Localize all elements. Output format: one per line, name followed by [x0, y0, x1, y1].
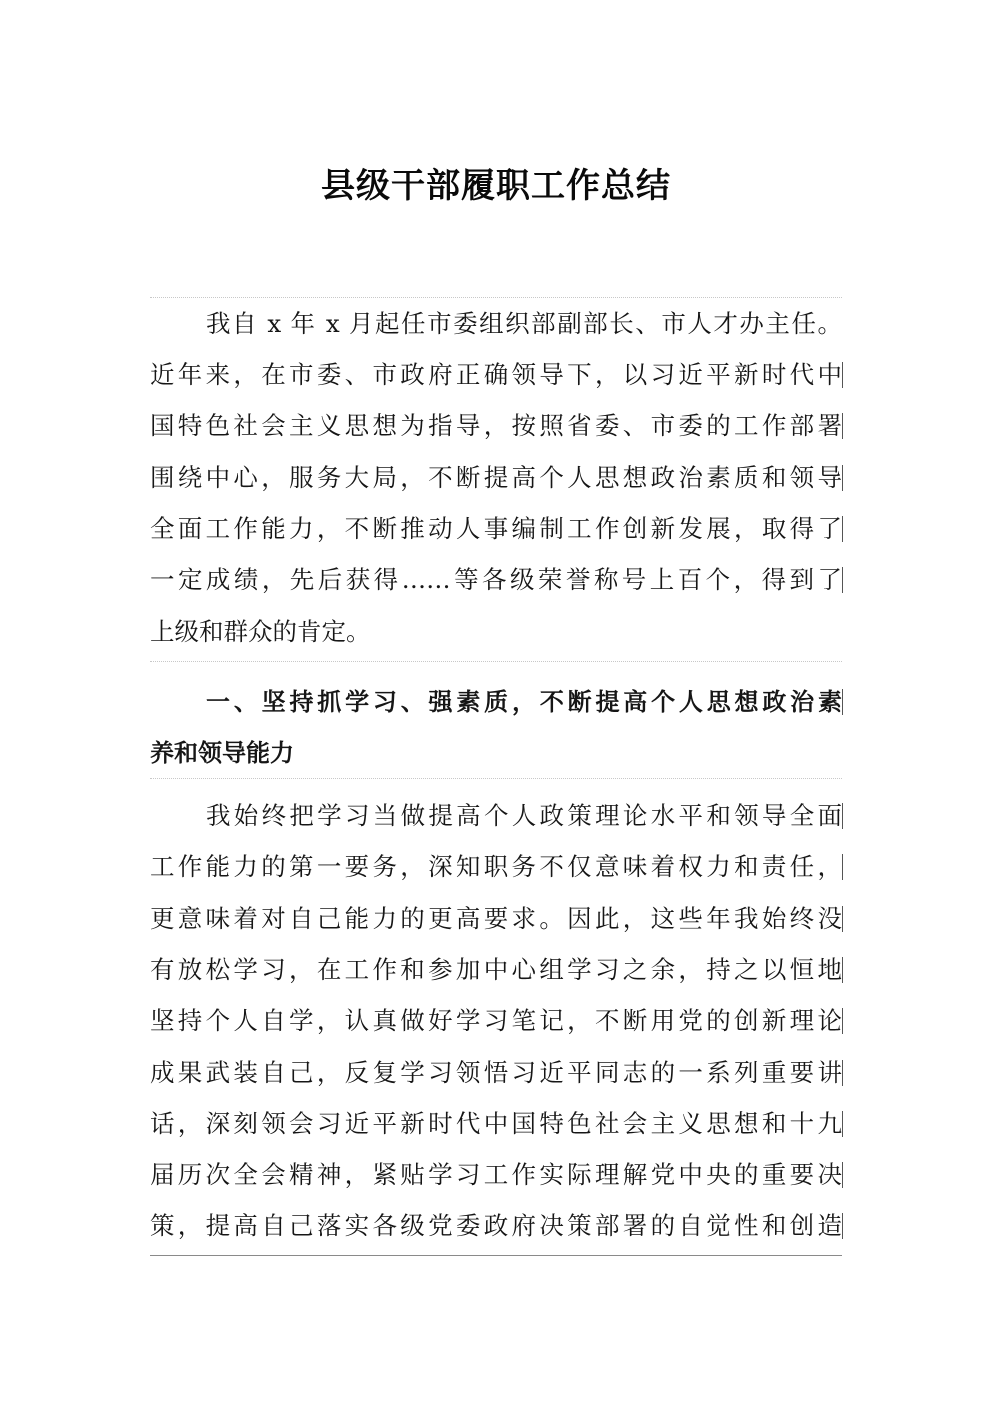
margin-marker — [842, 1008, 843, 1034]
body-line: 话，深刻领会习近平新时代中国特色社会主义思想和十九 — [150, 1109, 842, 1138]
body-line: 届历次全会精神，紧贴学习工作实际理解党中央的重要决 — [150, 1160, 842, 1189]
intro-line: 近年来，在市委、市政府正确领导下，以习近平新时代中 — [150, 360, 842, 389]
page-bottom-rule — [150, 1255, 842, 1256]
body-line: 我始终把学习当做提高个人政策理论水平和领导全面 — [206, 801, 842, 830]
margin-marker — [842, 1213, 843, 1239]
intro-line: 我自 x 年 x 月起任市委组织部副部长、市人才办主任。 — [206, 309, 842, 338]
section-heading-line: 一、坚持抓学习、强素质，不断提高个人思想政治素 — [206, 688, 842, 716]
margin-marker — [842, 516, 843, 542]
body-line: 成果武装自己，反复学习领悟习近平同志的一系列重要讲 — [150, 1058, 842, 1087]
margin-marker — [842, 413, 843, 439]
intro-line: 上级和群众的肯定。 — [150, 617, 371, 646]
body-line: 有放松学习，在工作和参加中心组学习之余，持之以恒地 — [150, 955, 842, 984]
margin-marker — [842, 1162, 843, 1188]
margin-marker — [842, 689, 843, 715]
body-line: 坚持个人自学，认真做好学习笔记，不断用党的创新理论 — [150, 1006, 842, 1035]
body-line: 工作能力的第一要务，深知职务不仅意味着权力和责任， — [150, 852, 842, 881]
intro-line: 全面工作能力，不断推动人事编制工作创新发展，取得了 — [150, 514, 842, 543]
intro-line: 一定成绩，先后获得……等各级荣誉称号上百个，得到了 — [150, 565, 842, 594]
body-line: 更意味着对自己能力的更高要求。因此，这些年我始终没 — [150, 904, 842, 933]
intro-line: 国特色社会主义思想为指导，按照省委、市委的工作部署 — [150, 411, 842, 440]
margin-marker — [842, 1111, 843, 1137]
margin-marker — [842, 906, 843, 932]
document-title: 县级干部履职工作总结 — [321, 166, 671, 206]
margin-marker — [842, 362, 843, 388]
margin-marker — [842, 803, 843, 829]
margin-marker — [842, 465, 843, 491]
section-divider — [150, 661, 842, 662]
margin-marker — [842, 957, 843, 983]
intro-line: 围绕中心，服务大局，不断提高个人思想政治素质和领导 — [150, 463, 842, 492]
section-heading-line: 养和领导能力 — [150, 739, 294, 767]
body-line: 策，提高自己落实各级党委政府决策部署的自觉性和创造 — [150, 1211, 842, 1240]
section-divider — [150, 297, 842, 298]
section-divider — [150, 778, 842, 779]
margin-marker — [842, 1060, 843, 1086]
margin-marker — [842, 854, 843, 880]
margin-marker — [842, 567, 843, 593]
